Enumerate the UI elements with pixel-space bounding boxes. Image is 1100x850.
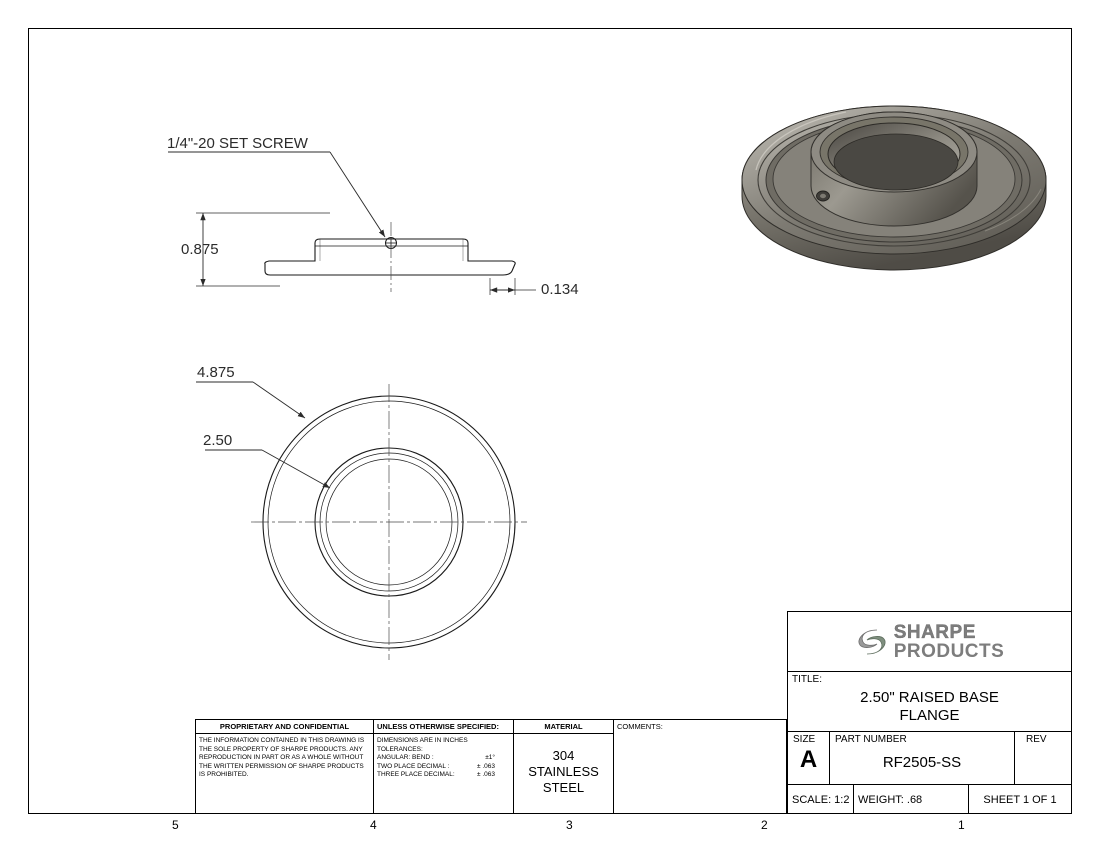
tolerance-row-three-place — [377, 771, 495, 780]
sheet-info-row — [788, 785, 1071, 814]
dimension-inner-diameter-text: 2.50 — [203, 432, 233, 449]
logo-line-1: SHARPE — [893, 621, 976, 643]
tolerance-value-angular: ±1° — [485, 754, 495, 762]
zone-number-5: 5 — [172, 818, 179, 832]
sharpe-mark-icon — [855, 627, 889, 657]
comments-heading: COMMENTS: — [617, 722, 663, 731]
zone-number-1: 1 — [958, 818, 965, 832]
zone-number-2: 2 — [761, 818, 768, 832]
specified-heading: UNLESS OTHERWISE SPECIFIED: — [374, 720, 513, 734]
tolerance-value-three-place: ± .063 — [476, 771, 495, 779]
tolerance-label-two-place: TWO PLACE DECIMAL : — [377, 762, 450, 770]
part-number-label: PART NUMBER — [835, 734, 907, 745]
material-line-1: 304 — [552, 748, 575, 763]
size-cell — [788, 732, 830, 784]
title-label: TITLE: — [792, 674, 823, 685]
title-line-1: 2.50" RAISED BASE — [860, 689, 999, 706]
title-row — [788, 672, 1071, 732]
company-logo — [788, 612, 1071, 672]
material-heading: MATERIAL — [514, 720, 613, 734]
dimension-outer-diameter-text: 4.875 — [197, 364, 235, 381]
title-block — [787, 611, 1072, 814]
size-label: SIZE — [793, 734, 816, 745]
part-row — [788, 732, 1071, 785]
dimension-thickness-text: 0.134 — [541, 281, 579, 298]
proprietary-heading: PROPRIETARY AND CONFIDENTIAL — [196, 720, 373, 734]
tolerance-label-three-place: THREE PLACE DECIMAL: — [377, 771, 455, 779]
material-line-2: STAINLESS — [528, 764, 599, 779]
tolerance-row-angular — [377, 754, 495, 763]
tolerance-label-angular: ANGULAR: BEND : — [377, 754, 434, 762]
part-number-value: RF2505-SS — [882, 754, 962, 771]
notes-block — [195, 719, 787, 814]
tolerance-row-two-place — [377, 763, 495, 772]
spec-line-1: DIMENSIONS ARE IN INCHES — [377, 737, 468, 744]
proprietary-column — [196, 720, 374, 813]
sheet-value: SHEET 1 OF 1 — [983, 793, 1057, 806]
weight-value: WEIGHT: .68 — [854, 785, 969, 814]
tolerance-value-two-place: ± .063 — [476, 762, 495, 770]
specified-column — [374, 720, 514, 813]
part-number-cell — [830, 732, 1015, 784]
specified-body — [374, 734, 513, 783]
rev-label: REV — [1026, 734, 1047, 745]
zone-number-3: 3 — [566, 818, 573, 832]
material-value — [514, 748, 613, 796]
title-line-2: FLANGE — [899, 707, 960, 724]
size-value: A — [799, 746, 818, 773]
comments-column — [614, 720, 786, 813]
callout-set-screw-text: 1/4"-20 SET SCREW — [167, 135, 308, 152]
scale-value: SCALE: 1:2 — [788, 785, 854, 814]
title-value — [788, 689, 1071, 725]
proprietary-text: THE INFORMATION CONTAINED IN THIS DRAWING IS THE SOLE PROPERTY OF SHARPE PRODUCTS. ANY REPRODUCTION IN PART OR AS A WHOLE WITHOUT THE WRITTEN PERMISSION OF SHARPE PRODUCTS IS PROHIBITED. — [199, 737, 365, 779]
material-line-3: STEEL — [542, 780, 585, 795]
logo-line-2: PRODUCTS — [893, 640, 1005, 662]
spec-line-2: TOLERANCES: — [377, 745, 423, 753]
material-column — [514, 720, 614, 813]
dimension-height-text: 0.875 — [181, 241, 219, 258]
rev-cell — [1015, 732, 1071, 784]
zone-number-4: 4 — [370, 818, 377, 832]
